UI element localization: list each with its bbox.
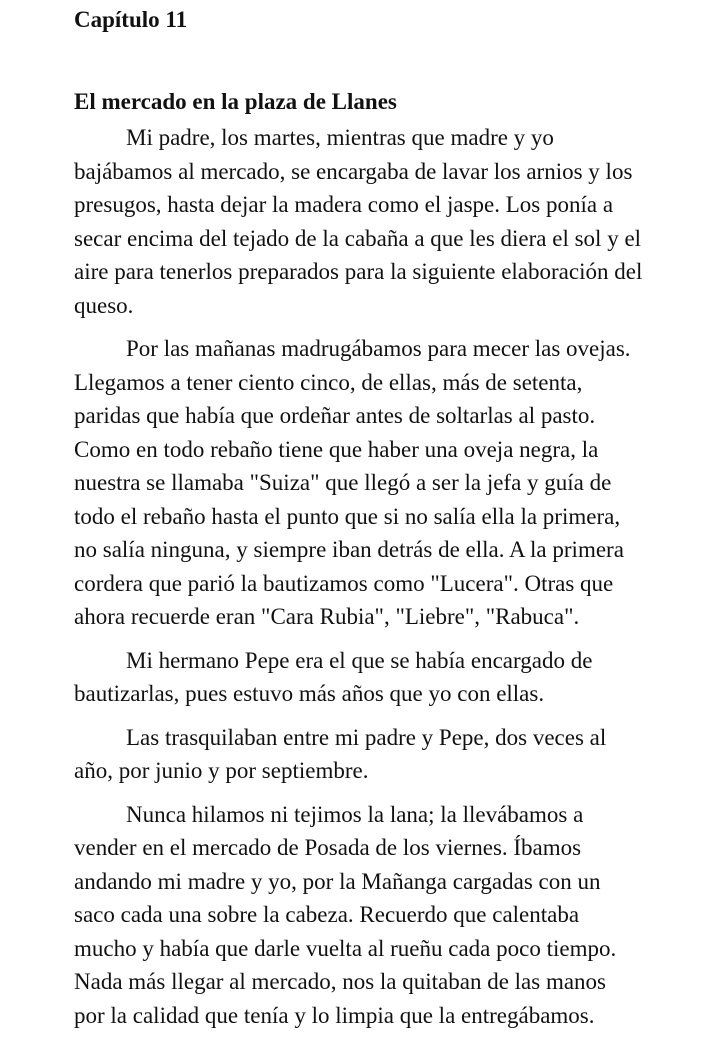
body-text: [74, 121, 674, 1042]
text-line: saco cada una sobre la cabeza. Recuerdo que calentaba: [74, 902, 580, 927]
text-line: Nada más llegar al mercado, nos la quitaban de las manos: [74, 969, 607, 994]
paragraph-1: [74, 121, 674, 322]
paragraph-5: [74, 798, 674, 1033]
text-line: mucho y había que darle vuelta al rueñu cada poco tiempo.: [74, 935, 617, 961]
text-line: Como en todo rebaño tiene que haber una oveja negra, la: [74, 436, 599, 462]
text-line: andando mi madre y yo, por la Mañanga cargadas con un: [74, 868, 601, 894]
text-line: Por las mañanas madrugábamos para mecer las ovejas.: [126, 336, 631, 361]
text-line: ahora recuerde eran "Cara Rubia", "Liebre", "Rabuca".: [74, 604, 580, 629]
text-line: por la calidad que tenía y lo limpia que la entregábamos.: [74, 1002, 595, 1028]
text-line: Llegamos a tener ciento cinco, de ellas, más de setenta,: [74, 369, 583, 395]
text-line: paridas que había que ordeñar antes de soltarlas al pasto.: [74, 403, 596, 428]
section-heading: El mercado en la plaza de Llanes: [74, 89, 397, 114]
text-line: vender en el mercado de Posada de los viernes. Íbamos: [74, 835, 582, 860]
text-line: no salía ninguna, y siempre iban detrás de ella. A la primera: [74, 537, 624, 562]
paragraph-2: [74, 332, 674, 634]
text-line: año, por junio y por septiembre.: [74, 758, 369, 783]
text-line: nuestra se llamaba "Suiza" que llegó a ser la jefa y guía de: [74, 470, 612, 495]
text-line: bajábamos al mercado, se encargaba de lavar los arnios y los: [74, 158, 633, 184]
text-line: Las trasquilaban entre mi padre y Pepe, dos veces al: [126, 724, 607, 750]
text-line: presugos, hasta dejar la madera como el jaspe. Los ponía a: [74, 192, 614, 217]
text-line: todo el rebaño hasta el punto que si no salía ella la primera,: [74, 503, 621, 529]
text-line: Nunca hilamos ni tejimos la lana; la llevábamos a: [126, 801, 584, 827]
text-line: Mi hermano Pepe era el que se había encargado de: [126, 647, 593, 673]
chapter-heading: Capítulo 11: [74, 7, 188, 32]
text-line: secar encima del tejado de la cabaña a que les diera el sol y el: [74, 225, 642, 251]
text-line: Mi padre, los martes, mientras que madre y yo: [126, 125, 554, 150]
paragraph-4: [74, 721, 674, 788]
text-line: bautizarlas, pues estuvo más años que yo con ellas.: [74, 681, 545, 706]
paragraph-3: [74, 644, 674, 711]
text-line: aire para tenerlos preparados para la siguiente elaboración del: [74, 259, 643, 284]
text-line: cordera que parió la bautizamos como "Lucera". Otras que: [74, 570, 614, 596]
text-line: queso.: [74, 292, 134, 318]
